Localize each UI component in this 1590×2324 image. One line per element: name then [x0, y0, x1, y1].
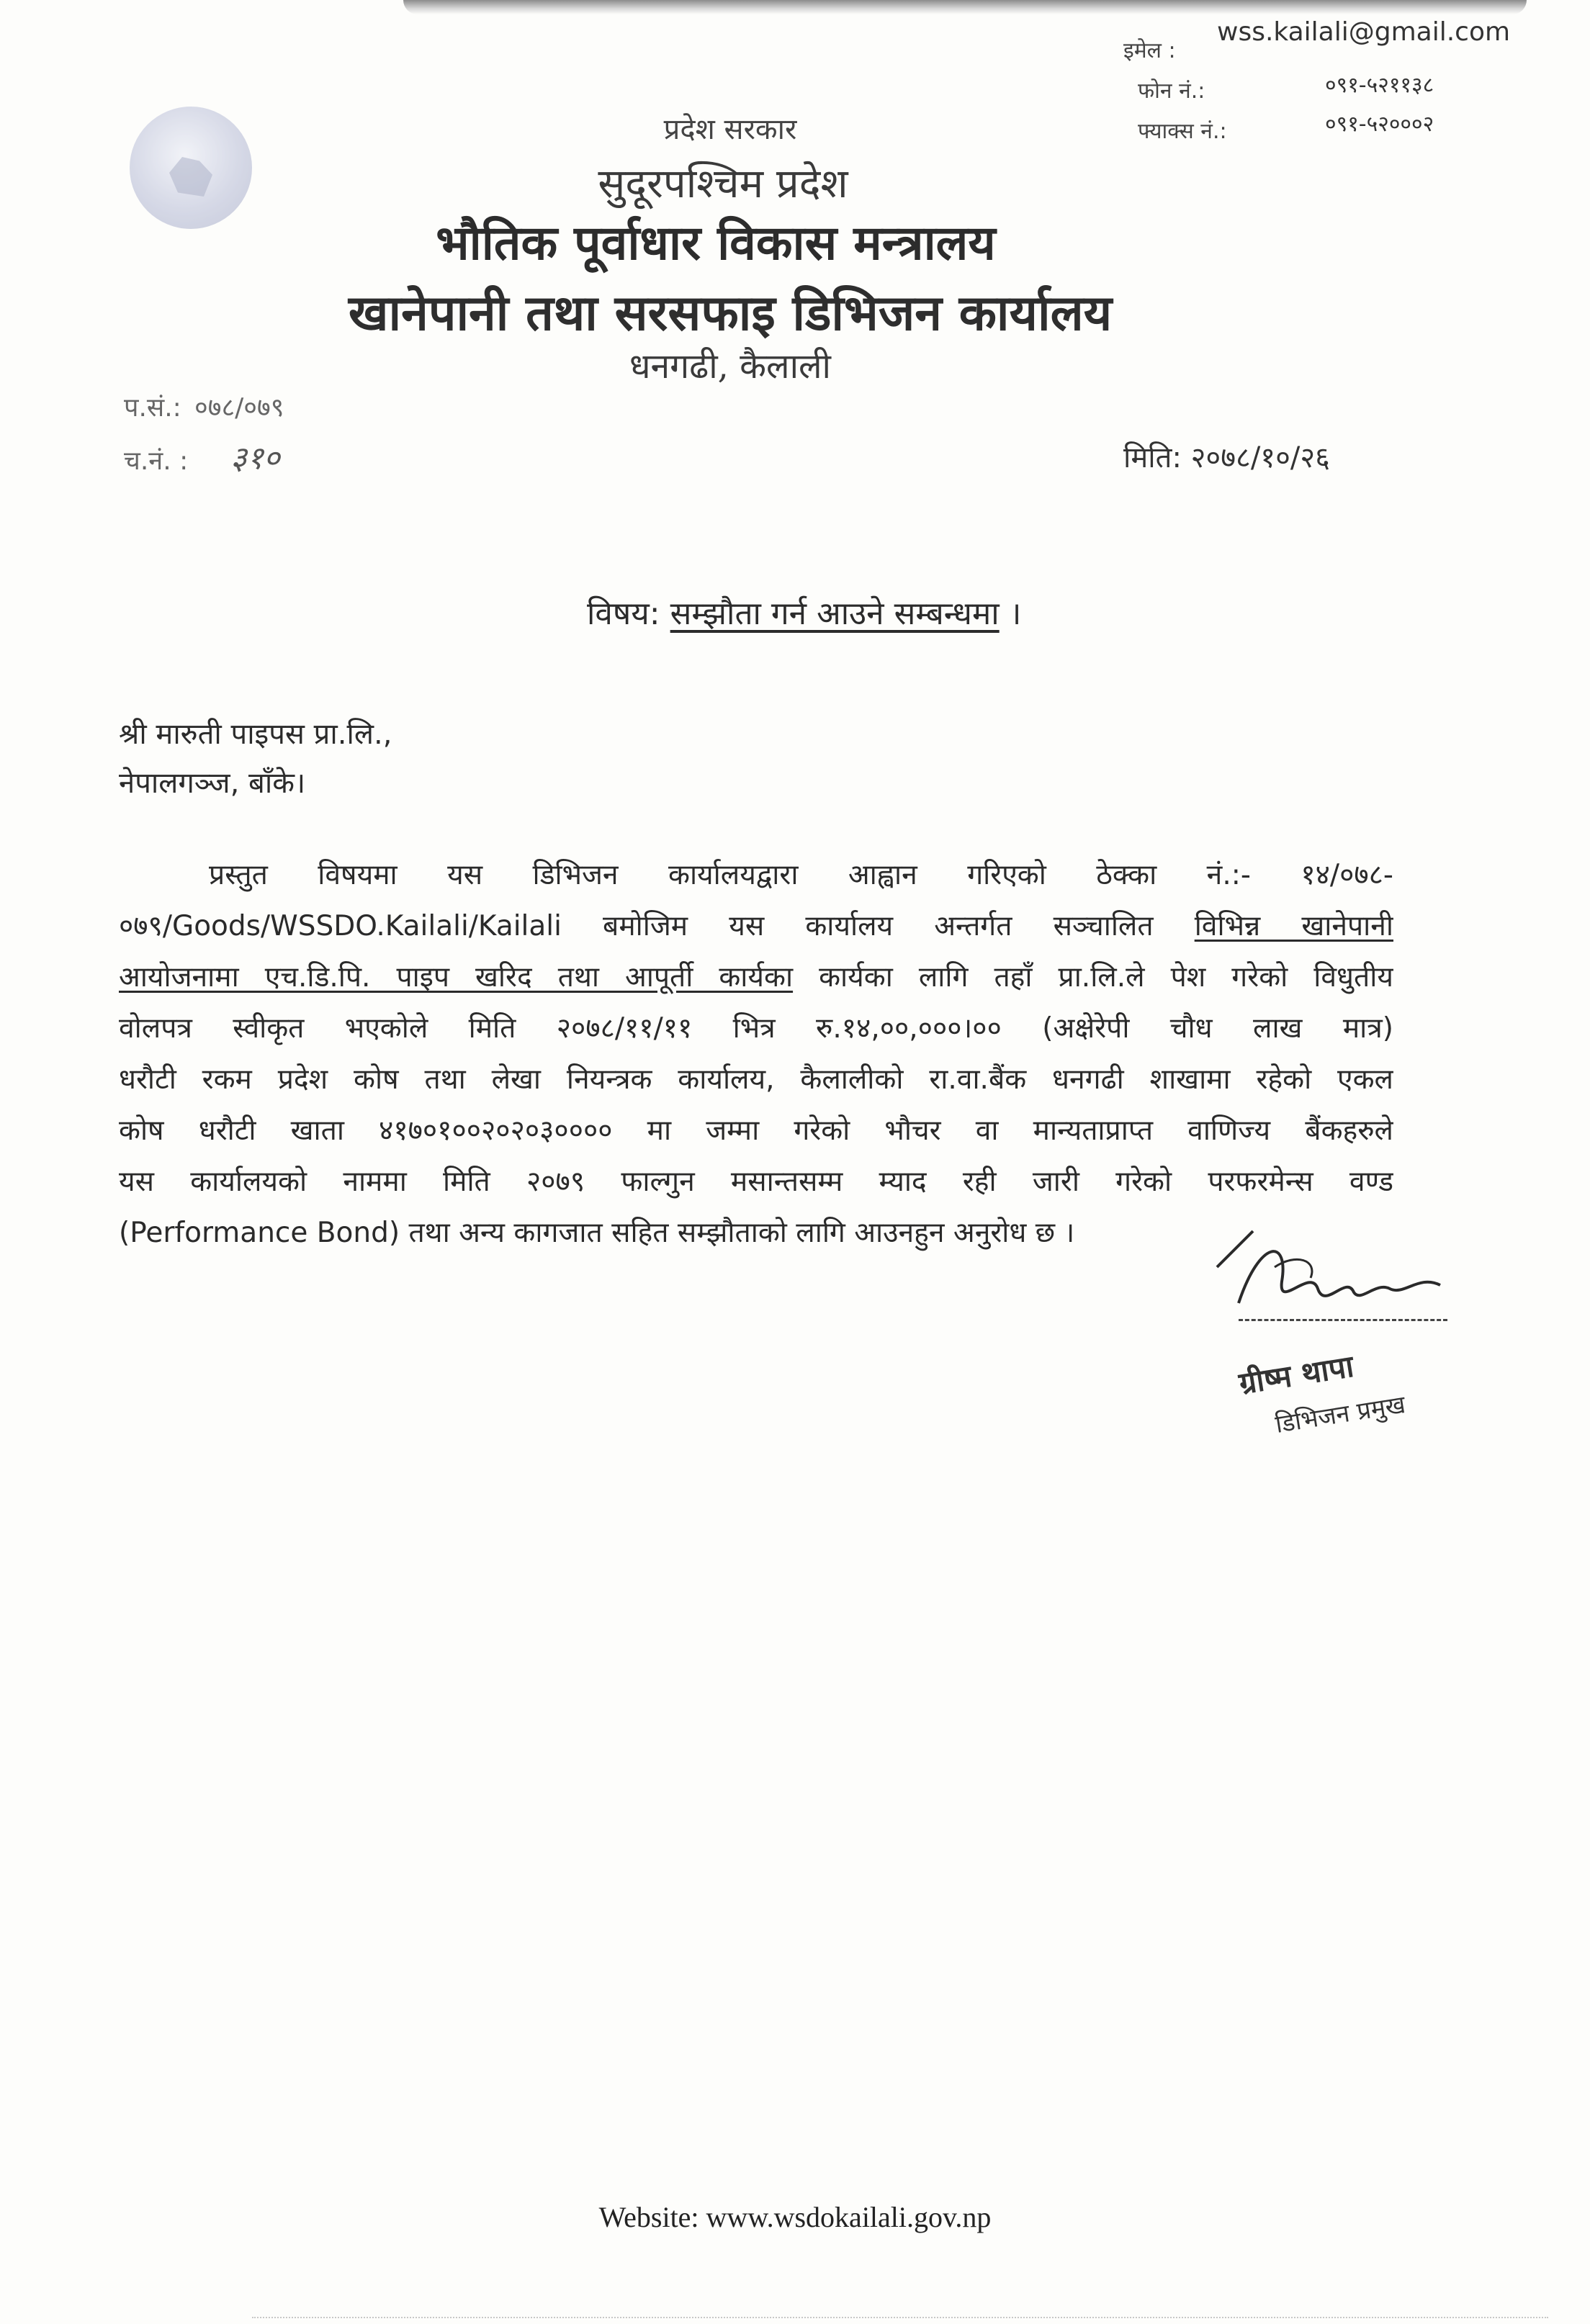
letter-no-label: प.सं.:: [124, 393, 181, 423]
province-heading: सुदूरपश्चिम प्रदेश: [598, 161, 848, 207]
fax-label: फ्याक्स नं.:: [1138, 119, 1227, 144]
page-top-shadow: [403, 0, 1527, 14]
phone-label: फोन नं.:: [1138, 78, 1205, 104]
body-text-1: प्रस्तुत विषयमा यस डिभिजन कार्यालयद्वारा आह्वान गरिएको ठेक्का नं.:- १४/०७८-: [209, 859, 1393, 891]
subject-label: विषय:: [587, 595, 660, 632]
body-line-2: [119, 901, 1393, 952]
subject-line: [587, 590, 1021, 634]
dispatch-no-value: ३१०: [230, 440, 280, 477]
handwritten-signature: [1210, 1224, 1469, 1325]
letter-date: मिति: २०७८/१०/२६: [1123, 441, 1330, 474]
body-line-7: यस कार्यालयको नाममा मिति २०७९ फाल्गुन मसान्तसम्म म्याद रही जारी गरेको परफरमेन्स वण्ड: [119, 1166, 1393, 1198]
body-line-5: धरौटी रकम प्रदेश कोष तथा लेखा नियन्त्रक कार्यालय, कैलालीको रा.वा.बैंक धनगढी शाखामा रहेको एकल: [119, 1063, 1393, 1096]
body-line-1: [119, 850, 1393, 901]
body-text-3b: कार्यका लागि तहाँ प्रा.लि.ले पेश गरेको विधुतीय: [793, 961, 1393, 994]
government-heading: प्रदेश सरकार: [663, 113, 797, 146]
email-label: इमेल :: [1123, 38, 1176, 63]
body-line-8: (Performance Bond) तथा अन्य कागजात सहित सम्झौताको लागि आउनहुन अनुरोध छ ।: [119, 1217, 1075, 1249]
recipient-address: नेपालगञ्ज, बाँके।: [119, 767, 306, 800]
subject-end: ।: [1009, 595, 1022, 632]
signatory-title: डिभिजन प्रमुख: [1273, 1390, 1408, 1439]
recipient-name: श्री मारुती पाइपस प्रा.लि.,: [119, 718, 392, 751]
footer-website: Website: www.wsdokailali.gov.np: [598, 2201, 992, 2233]
letter-no-value: ०७८/०७९: [194, 393, 284, 423]
ministry-heading: भौतिक पूर्वाधार विकास मन्त्रालय: [436, 215, 996, 271]
signatory-name: ग्रीष्म थापा: [1236, 1348, 1357, 1402]
body-text-3a-underlined: आयोजनामा एच.डि.पि. पाइप खरिद तथा आपूर्ती कार्यका: [119, 961, 794, 994]
subject-text: सम्झौता गर्न आउने सम्बन्धमा: [670, 595, 1000, 632]
body-line-3: [119, 952, 1393, 1003]
body-text-2a: ०७९/Goods/WSSDO.Kailali/Kailali बमोजिम यस कार्यालय अन्तर्गत सञ्चालित: [119, 910, 1195, 942]
body-line-6: कोष धरौटी खाता ४१७०१००२०२०३०००० मा जम्मा गरेको भौचर वा मान्यताप्राप्त वाणिज्य बैंकहरुले: [119, 1114, 1393, 1147]
fax-value: ०९१-५२०००२: [1325, 112, 1434, 137]
office-heading: खानेपानी तथा सरसफाइ डिभिजन कार्यालय: [348, 284, 1113, 342]
office-location: धनगढी, कैलाली: [629, 346, 831, 387]
letter-body: [119, 850, 1393, 1258]
body-text-2b-underlined: विभिन्न खानेपानी: [1194, 910, 1393, 942]
email-value: wss.kailali@gmail.com: [1217, 17, 1511, 47]
signature-line: [1239, 1319, 1447, 1321]
body-line-4: वोलपत्र स्वीकृत भएकोले मिति २०७८/११/११ भित्र रु.१४,००,०००।०० (अक्षेरेपी चौध लाख मात्र): [119, 1012, 1393, 1045]
phone-value: ०९१-५२११३८: [1325, 73, 1434, 98]
footer-divider: [252, 2317, 1548, 2318]
dispatch-no-label: च.नं. :: [124, 446, 189, 476]
